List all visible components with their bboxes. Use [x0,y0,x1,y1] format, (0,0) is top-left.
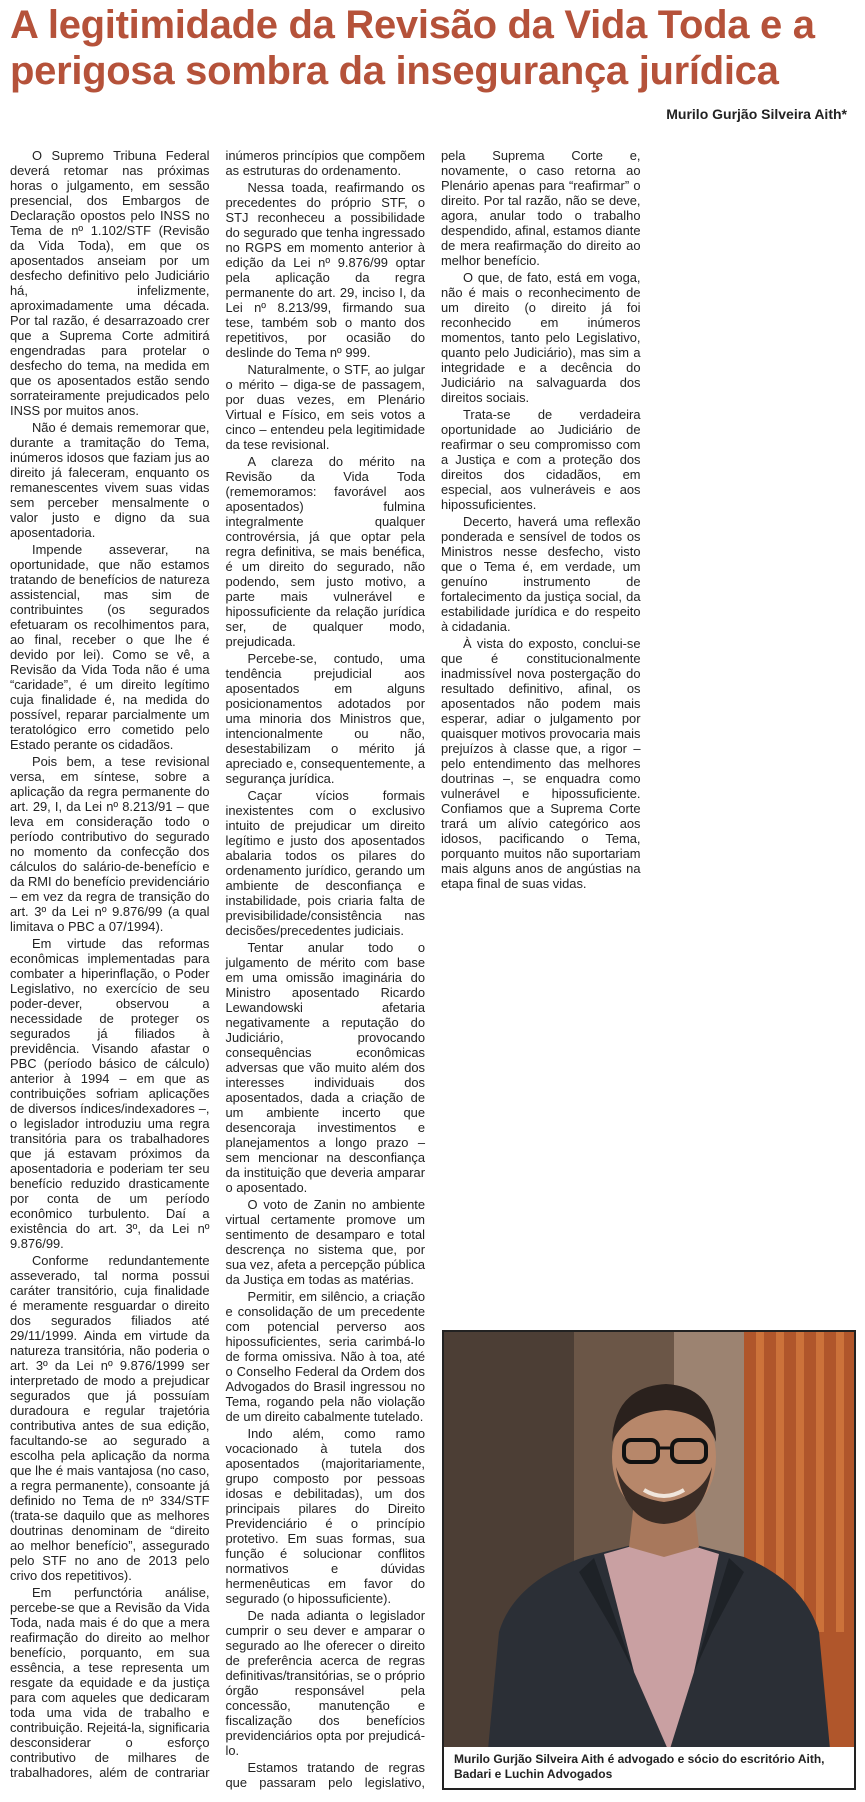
paragraph: A clareza do mérito na Revisão da Vida Toda (rememoramos: favorável aos aposentados) fulmina integralmente qualquer controvérsia, já que optar pela regra definitiva, se mais benéfica, é um direito do segurado, não podendo, sem justo motivo, a parte mais vulnerável e hipossuficiente da relação jurídica ser, de qualquer modo, prejudicada. [225,454,425,649]
author-photo [442,1330,856,1790]
paragraph: Percebe-se, contudo, uma tendência prejudicial aos aposentados em alguns posicionamentos adotados por uma minoria dos Ministros que, intencionalmente ou não, desestabilizam o mérito já apreciado e, consequentemente, a segurança jurídica. [225,651,425,786]
paragraph: O Supremo Tribuna Federal deverá retomar nas próximas horas o julgamento, em sessão presencial, dos Embargos de Declaração opostos pelo INSS no Tema de nº 1.102/STF (Revisão da Vida Toda), em que os aposentados anseiam por um desfecho definitivo pelo Judiciário há, infelizmente, aproximadamente uma década. Por tal razão, é desarrazoado crer que a Suprema Corte admitirá engendradas para protelar o desfecho do tema, na medida em que os aposentados estão sendo sorrateiramente prejudicados pelo INSS por muitos anos. [10,148,210,418]
paragraph: Permitir, em silêncio, a criação e consolidação de um precedente com potencial perverso aos hipossuficientes, seria carimbá-lo de forma omissiva. Não à toa, até o Conselho Federal da Ordem dos Advogados do Brasil ingressou no Tema, rogando pela não violação de um direito cabalmente tutelado. [225,1289,425,1424]
paragraph: Não é demais rememorar que, durante a tramitação do Tema, inúmeros idosos que faziam jus ao direito já faleceram, enquanto os remanescentes vivem suas vidas sem perceber mensalmente o valor justo e digno da sua aposentadoria. [10,420,210,540]
paragraph: O que, de fato, está em voga, não é mais o reconhecimento de um direito (o direito já foi reconhecido em inúmeros momentos, tanto pelo Legislativo, quanto pelo Judiciário), mas sim a integridade e a decência do Judiciário na salvaguarda dos direitos sociais. [441,270,641,405]
paragraph: Naturalmente, o STF, ao julgar o mérito – diga-se de passagem, por duas vezes, em Plenário Virtual e Físico, em seis votos a cinco – entendeu pela legitimidade da tese revisional. [225,362,425,452]
photo-caption: Murilo Gurjão Silveira Aith é advogado e sócio do escritório Aith, Badari e Luchin Advogados [444,1747,854,1788]
paragraph: À vista do exposto, conclui-se que é constitucionalmente inadmissível nova postergação do resultado definitivo, afinal, os aposentados não podem mais esperar, adiar o julgamento por quaisquer motivos provocaria mais prejuízos à classe que, a rigor – pelo entendimento das melhores doutrinas –, se enquadra como vulnerável e hipossuficiente. Confiamos que a Suprema Corte trará um alívio categórico aos idosos, pacificando o Tema, porquanto muitos não suportariam mais alguns anos de angústias na etapa final de suas vidas. [441,636,641,891]
paragraph: Tentar anular todo o julgamento de mérito com base em uma omissão imaginária do Ministro aposentado Ricardo Lewandowski afetaria negativamente a reputação do Judiciário, provocando consequências econômicas adversas que vão muito além dos interesses individuais dos aposentados, dada a criação de um ambiente incerto que desencoraja investimentos e planejamentos a longo prazo – sem mencionar na desconfiança da instituição que deveria amparar o aposentado. [225,940,425,1195]
article-title: A legitimidade da Revisão da Vida Toda e a perigosa sombra da insegurança jurídica [10,3,815,93]
paragraph: Em virtude das reformas econômicas implementadas para combater a hiperinflação, o Poder Legislativo, no exercício de seu poder-dever, observou a necessidade de proteger os segurados já filiados à previdência. Visando afastar o PBC (período básico de cálculo) anterior à 1994 – em que as contribuições sofriam aplicações de diversos índices/indexadores –, o legislador introduziu uma regra transitória para os trabalhadores que já estavam próximos da aposentadoria e poderiam ter seu benefício reduzido drasticamente por conta de um período econômico turbulento. Daí a existência do art. 3º, da Lei nº 9.876/99. [10,936,210,1251]
paragraph: Caçar vícios formais inexistentes com o exclusivo intuito de prejudicar um direito legítimo e justo dos aposentados abalaria todos os pilares do ordenamento jurídico, gerando um ambiente de desconfiança e instabilidade, pois criaria falta de previsibilidade/consistência nas decisões/precedentes judiciais. [225,788,425,938]
author-byline: Murilo Gurjão Silveira Aith* [666,106,847,122]
paragraph: O voto de Zanin no ambiente virtual certamente promove um sentimento de desamparo e total descrença no sistema que, por sua vez, afeta a percepção pública da Justiça em todas as matérias. [225,1197,425,1287]
paragraph: Conforme redundantemente asseverado, tal norma possui caráter transitório, cuja finalidade é meramente resguardar o direito dos segurados filiados até 29/11/1999. Ainda em virtude da natureza transitória, não poderia o art. 3º da Lei nº 9.876/1999 ser interpretado de modo a prejudicar segurados que já possuíam duradoura e regular trajetória contributiva antes de sua edição, facultando-se ao segurado a escolha pela aplicação da norma que lhe é mais vantajosa (no caso, a regra permanente), consoante já definido no Tema de nº 334/STF (trata-se daquilo que as melhores doutrinas denominam de “direito ao melhor benefício”, assegurado pelo STF no ano de 2013 pelo crivo dos repetitivos). [10,1253,210,1583]
paragraph: Estamos tratando de regras que passaram pelo legislativo, pela Suprema Corte e, novamente, o caso retorna ao Plenário apenas para “reafirmar” o direito. Por tal razão, não se deve, agora, anular todo o trabalho despendido, afinal, estamos diante de mera reafirmação do direito ao melhor benefício. [225,148,641,1790]
paragraph: Decerto, haverá uma reflexão ponderada e sensível de todos os Ministros nesse desfecho, visto que o Tema é, em verdade, um genuíno instrumento de fortalecimento da justiça social, da estabilidade jurídica e do respeito à cidadania. [441,514,641,634]
paragraph: Trata-se de verdadeira oportunidade ao Judiciário de reafirmar o seu compromisso com a Justiça e com a proteção dos direitos dos cidadãos, em especial, aos vulneráveis e aos hipossuficientes. [441,407,641,512]
paragraph: Indo além, como ramo vocacionado à tutela dos aposentados (majoritariamente, grupo composto por pessoas idosas e debilitadas), um dos principais pilares do Direito Previdenciário é o princípio protetivo. Em suas formas, sua função é solucionar conflitos normativos e dúvidas hermenêuticas em favor do segurado (o hipossuficiente). [225,1426,425,1606]
portrait-illustration [444,1332,856,1790]
paragraph: Nessa toada, reafirmando os precedentes do próprio STF, o STJ reconheceu a possibilidade do segurado que tenha ingressado no RGPS em momento anterior à edição da Lei nº 9.876/99 optar pela aplicação da regra permanente do art. 29, inciso I, da Lei nº 8.213/99, firmando sua tese, também sob o manto dos repetitivos, por ocasião do deslinde do Tema nº 999. [225,180,425,360]
paragraph: De nada adianta o legislador cumprir o seu dever e amparar o segurado ao lhe oferecer o direito de preferência acerca de regras definitivas/transitórias, se o próprio órgão responsável pela concessão, manutenção e fiscalização dos benefícios previdenciários opta por prejudicá-lo. [225,1608,425,1758]
paragraph: Impende asseverar, na oportunidade, que não estamos tratando de benefícios de natureza assistencial, mas sim de contribuintes (os segurados efetuaram os recolhimentos para, ao final, receber o que lhe é devido por lei). Como se vê, a Revisão da Vida Toda não é uma “caridade”, é um direito legítimo cuja finalidade é, na medida do possível, reparar parcialmente um teratológico erro cometido pelo Estado perante os cidadãos. [10,542,210,752]
paragraph: Pois bem, a tese revisional versa, em síntese, sobre a aplicação da regra permanente do art. 29, I, da Lei nº 8.213/91 – que leva em consideração todo o período contributivo do segurado no momento da confecção dos cálculos do salário-de-benefício e da RMI do benefício previdenciário – em vez da regra de transição do art. 3º da Lei nº 9.876/99 (a qual limitava o PBC a 07/1994). [10,754,210,934]
paragraph: Em perfunctória análise, percebe-se que a Revisão da Vida Toda, nada mais é do que a mera reafirmação do direito ao melhor benefício, porquanto, em sua essência, a tese representa um resgate da equidade e da justiça para com aqueles que dedicaram toda uma vida de trabalho e contribuição. Rejeitá-la, significaria desconsiderar o esforço contributivo de milhares de trabalhadores, além de contrariar inúmeros princípios que compõem as estruturas do ordenamento. [10,148,425,1780]
